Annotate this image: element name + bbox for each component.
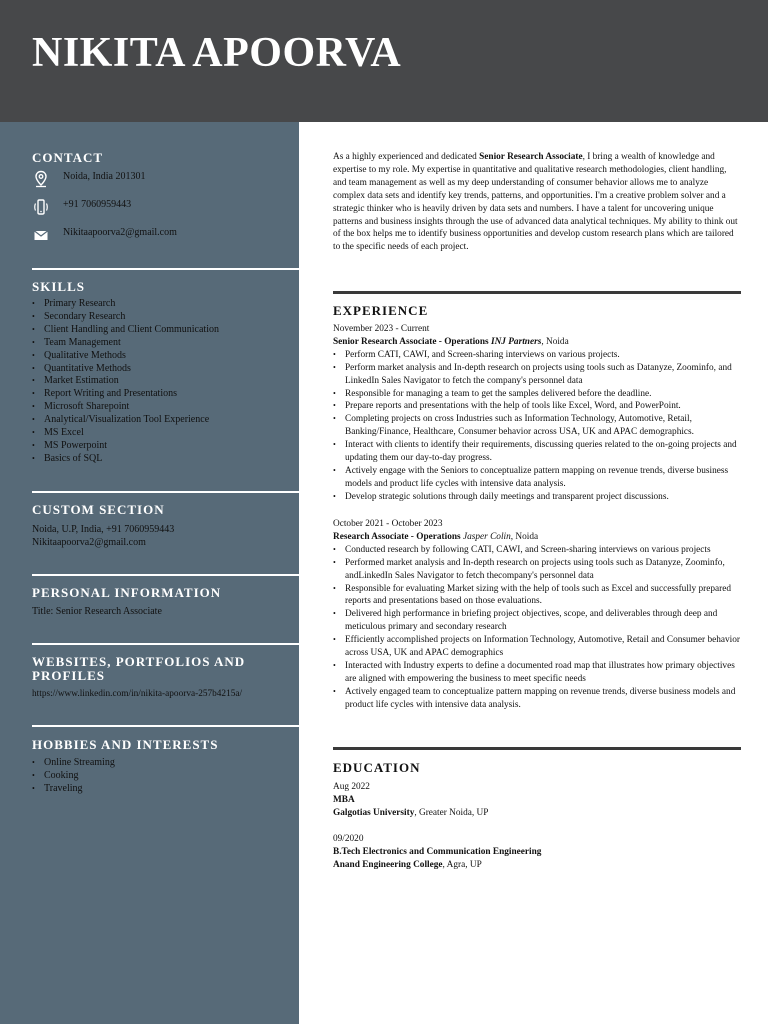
- sidebar-divider: [32, 725, 299, 727]
- education-entry: [333, 781, 741, 820]
- job-heading: [333, 531, 741, 544]
- sidebar-divider: [32, 643, 299, 645]
- sidebar-divider: [32, 574, 299, 576]
- education-school: Anand Engineering College: [333, 859, 443, 870]
- job-bullet: • Prepare reports and presentations with the help of tools like Excel, Word, and PowerPoint.: [333, 400, 741, 413]
- education-degree: B.Tech Electronics and Communication Engineering: [333, 846, 542, 857]
- education-school: Galgotias University: [333, 807, 415, 818]
- skills-title: SKILLS: [32, 279, 85, 294]
- job-bullet: • Delivered high performance in briefing project objectives, scope, and deliverables through deep and meticulous primary and secondary research: [333, 608, 741, 634]
- websites-title-line2: PROFILES: [32, 668, 106, 683]
- linkedin-link[interactable]: https://www.linkedin.com/in/nikita-apoorva-257b4215a/: [32, 689, 243, 699]
- sidebar: [0, 122, 299, 1024]
- skills-list: [32, 298, 219, 466]
- job-bullet: • Responsible for evaluating Market sizing with the help of tools such as Excel and successfully prepared reports and presentations based on those evaluations.: [333, 583, 741, 609]
- main-divider: [333, 291, 741, 294]
- skill-item: • Quantitative Methods: [32, 363, 219, 376]
- job-heading: [333, 336, 741, 349]
- job-company: Jasper Colin: [462, 531, 511, 542]
- skill-item: • Market Estimation: [32, 375, 219, 388]
- job-bullet: • Develop strategic solutions through daily meetings and transparent project discussions.: [333, 491, 741, 504]
- phone-icon: [32, 198, 50, 216]
- experience-title: EXPERIENCE: [333, 303, 429, 318]
- personal-info-title: PERSONAL INFORMATION: [32, 585, 222, 600]
- job-bullet: • Actively engage with the Seniors to conceptualize pattern mapping on revenue trends, diverse business models and product life cycles with intensive data analysis.: [333, 465, 741, 491]
- summary-title-highlight: Senior Research Associate: [479, 152, 583, 162]
- hobbies-title: HOBBIES AND INTERESTS: [32, 737, 219, 752]
- skill-item: • MS Powerpoint: [32, 440, 219, 453]
- job-dates: November 2023 - Current: [333, 324, 430, 334]
- skill-item: • Primary Research: [32, 298, 219, 311]
- custom-section-line: Noida, U.P, India, +91 7060959443: [32, 524, 175, 535]
- summary-body: , I bring a wealth of knowledge and expertise to my role. My expertise in quantitative and qualitative research methodologies, client handling, and team management as well as my deep understanding of consumer behavior allows me to analyze complex data sets and identify key trends, patterns, and opportunities. I'm a creative problem solver and a strategic thinker who is heavily driven by data sets and numbers. I have a talent for uncovering unique patterns and business insights through the use of advanced data analytical techniques. My ability to think out of the box helps me to identify business opportunities and develop custom research plans which are tailored to the specific needs of each project.: [333, 152, 738, 253]
- education-location: , Agra, UP: [442, 859, 482, 870]
- websites-title-line1: WEBSITES, PORTFOLIOS AND: [32, 654, 246, 669]
- location-pin-icon: [32, 170, 50, 188]
- job-dates: October 2021 - October 2023: [333, 519, 443, 529]
- contact-address-text: Noida, India 201301: [63, 171, 146, 182]
- candidate-name: NIKITA APOORVA: [32, 30, 402, 76]
- skill-item: • MS Excel: [32, 427, 219, 440]
- header-banner: [0, 0, 768, 122]
- skill-item: • Basics of SQL: [32, 453, 219, 466]
- custom-section-title: CUSTOM SECTION: [32, 502, 165, 517]
- skill-item: • Report Writing and Presentations: [32, 388, 219, 401]
- job-location: , Noida: [541, 336, 569, 347]
- skill-item: • Qualitative Methods: [32, 350, 219, 363]
- job-entry: [333, 518, 741, 712]
- summary-intro: As a highly experienced and dedicated: [333, 152, 480, 162]
- job-bullet: • Perform market analysis and In-depth research on projects using tools such as Datanyze, Zoominfo, and LinkedIn Sales Navigator to fetch the company's personnel data: [333, 362, 741, 388]
- contact-title: CONTACT: [32, 150, 104, 165]
- job-bullet: • Completing projects on cross Industries such as Information Technology, Automotive, Retail, Banking/Finance, Healthcare, Consumer behavior across USA, UK and APAC demographics.: [333, 413, 741, 439]
- hobby-item: • Cooking: [32, 770, 115, 783]
- job-bullet: • Interacted with Industry experts to define a documented road map that illustrates how primary objectives are aligned with empowering the business to meet specific needs: [333, 660, 741, 686]
- education-date: 09/2020: [333, 834, 364, 844]
- job-bullet: • Responsible for managing a team to get the samples delivered before the deadline.: [333, 388, 741, 401]
- education-location: , Greater Noida, UP: [414, 807, 489, 818]
- job-bullets: [333, 544, 741, 712]
- job-bullet: • Performed market analysis and In-depth research on projects using tools such as Datanyze, Zoominfo, andLinkedIn Sales Navigator to fetch thecompany's personnel data: [333, 557, 741, 583]
- job-bullet: • Interact with clients to identify their requirements, discussing queries related to the on-going projects and updating them our day-to-day progress.: [333, 439, 741, 465]
- job-bullet: • Actively engaged team to conceptualize pattern mapping on revenue trends, diverse business models and product life cycles with intensive data analysis.: [333, 686, 741, 712]
- job-bullet: • Conducted research by following CATI, CAWI, and Screen-sharing interviews on various projects: [333, 544, 741, 557]
- custom-section-email: Nikitaapoorva2@gmail.com: [32, 537, 146, 548]
- contact-email-text[interactable]: Nikitaapoorva2@gmail.com: [63, 227, 177, 238]
- education-title: EDUCATION: [333, 760, 421, 775]
- skill-item: • Secondary Research: [32, 311, 219, 324]
- main-divider: [333, 747, 741, 750]
- personal-info-line: Title: Senior Research Associate: [32, 606, 162, 617]
- job-role: Research Associate - Operations: [333, 531, 461, 542]
- sidebar-divider: [32, 268, 299, 270]
- job-bullet: • Efficiently accomplished projects on Information Technology, Automotive, Retail and Consumer behavior across USA, UK and APAC demographics: [333, 634, 741, 660]
- skill-item: • Analytical/Visualization Tool Experience: [32, 414, 219, 427]
- skill-item: • Client Handling and Client Communication: [32, 324, 219, 337]
- contact-phone-text: +91 7060959443: [63, 199, 132, 210]
- hobby-item: • Traveling: [32, 783, 115, 796]
- job-entry: [333, 323, 741, 504]
- professional-summary: [333, 151, 741, 254]
- mail-icon: [32, 226, 50, 244]
- education-date: Aug 2022: [333, 782, 370, 792]
- job-role: Senior Research Associate - Operations: [333, 336, 489, 347]
- hobby-item: • Online Streaming: [32, 757, 115, 770]
- job-location: , Noida: [510, 531, 539, 542]
- job-company: INJ Partners: [490, 336, 542, 347]
- sidebar-divider: [32, 491, 299, 493]
- skill-item: • Team Management: [32, 337, 219, 350]
- education-entry: [333, 833, 741, 872]
- skill-item: • Microsoft Sharepoint: [32, 401, 219, 414]
- job-bullet: • Perform CATI, CAWI, and Screen-sharing interviews on various projects.: [333, 349, 741, 362]
- education-degree: MBA: [333, 794, 355, 805]
- hobbies-list: [32, 757, 115, 796]
- job-bullets: [333, 349, 741, 504]
